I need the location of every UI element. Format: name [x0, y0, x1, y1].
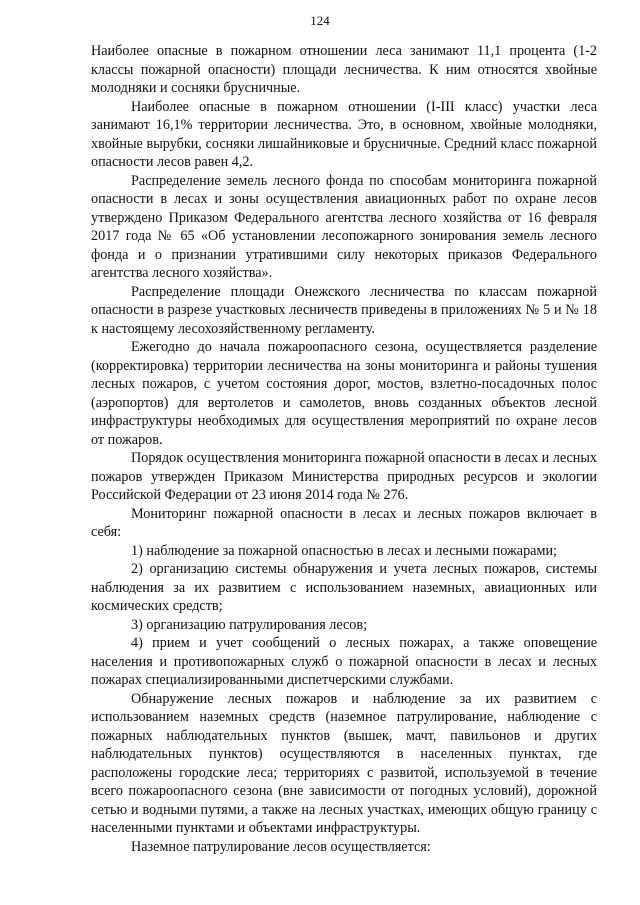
paragraph: Мониторинг пожарной опасности в лесах и лесных пожаров включает в себя:: [91, 505, 597, 540]
list-item: 2) организацию системы обнаружения и учета лесных пожаров, системы наблюдения за их развитием с использованием наземных, авиационных или космических средств;: [91, 561, 597, 614]
list-item: 1) наблюдение за пожарной опасностью в лесах и лесными пожарами;: [131, 542, 557, 559]
paragraph: Распределение площади Онежского лесничества по классам пожарной опасности в разрезе участковых лесничеств приведены в приложениях № 5 и № 18 к настоящему лесохозяйственному регламенту.: [91, 283, 597, 337]
page-number: 124: [310, 13, 330, 28]
paragraph: Обнаружение лесных пожаров и наблюдение за их развитием с использованием наземных средств (наземное патрулирование, наблюдение с пожарных наблюдательных пунктов (вышек, мачт, павильонов и других наблюдательных пунктов) осуществляются в населенных пунктах, где расположены городские леса; территориях с развитой, используемой в течение всего пожароопасного сезона (вне зависимости от погодных условий), дорожной сетью и водными путями, а также на лесных участках, имеющих общую границу с населенными пунктами и объектами инфраструктуры.: [91, 690, 597, 836]
paragraph: Наземное патрулирование лесов осуществляется:: [131, 838, 431, 855]
list-item: 4) прием и учет сообщений о лесных пожарах, а также оповещение населения и противопожарных служб о пожарной опасности в лесах и лесных пожарах специализированными диспетчерскими службами.: [91, 635, 597, 688]
paragraph: Наиболее опасные в пожарном отношении (I-III класс) участки леса занимают 16,1% территории лесничества. Это, в основном, хвойные молодняки, хвойные вырубки, сосняки лишайниковые и брусничные. Средний класс пожарной опасности лесов равен 4,2.: [91, 98, 597, 170]
paragraph: Ежегодно до начала пожароопасного сезона, осуществляется разделение (корректировка) территории лесничества на зоны мониторинга и районы тушения лесных пожаров, с учетом состояния дорог, мостов, взлетно-посадочных полос (аэропортов) для вертолетов и самолетов, вновь созданных объектов лесной инфраструктуры необходимых для осуществления мероприятий по охране лесов от пожаров.: [91, 339, 597, 448]
list-item: 3) организацию патрулирования лесов;: [131, 616, 368, 633]
paragraph: Наиболее опасные в пожарном отношении леса занимают 11,1 процента (1-2 классы пожарной опасности) площади лесничества. К ним относятся хвойные молодняки и сосняки брусничные.: [91, 43, 597, 96]
paragraph: Порядок осуществления мониторинга пожарной опасности в лесах и лесных пожаров утвержден Приказом Министерства природных ресурсов и экологии Российской Федерации от 23 июня 2014 года № 276.: [91, 450, 597, 503]
document-body: [91, 42, 597, 856]
paragraph: Распределение земель лесного фонда по способам мониторинга пожарной опасности в лесах и зоны осуществления авиационных работ по охране лесов утверждено Приказом Федерального агентства лесного хозяйства от 16 февраля 2017 года № 65 «Об установлении лесопожарного зонирования земель лесного фонда и о признании утратившими силу некоторых приказов Федерального агентства лесного хозяйства».: [91, 172, 597, 281]
